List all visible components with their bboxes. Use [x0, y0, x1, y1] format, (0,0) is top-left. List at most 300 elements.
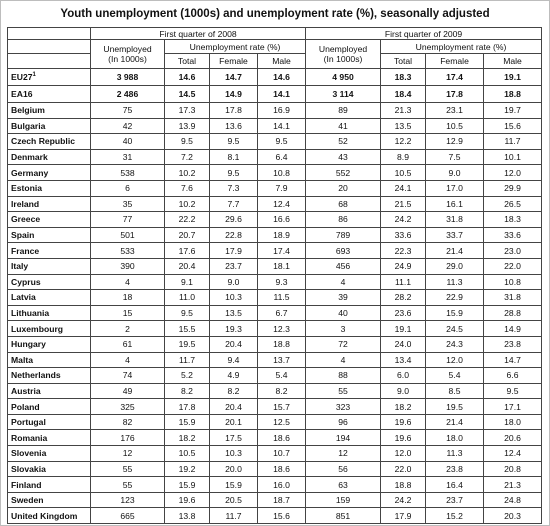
cell-t2008: 17.6: [165, 243, 210, 259]
cell-m2008: 8.2: [258, 383, 306, 399]
cell-f2009: 15.9: [426, 305, 484, 321]
row-label: [8, 227, 91, 243]
cell-f2008: 22.8: [210, 227, 258, 243]
cell-m2009: 29.9: [484, 180, 542, 196]
cell-u2009: 43: [306, 149, 381, 165]
row-label-text: Poland: [11, 401, 40, 412]
cell-m2009: 6.6: [484, 368, 542, 384]
cell-u2008: 77: [91, 212, 165, 228]
cell-m2009: 14.9: [484, 321, 542, 337]
cell-m2009: 19.1: [484, 69, 542, 86]
female-2008-header: Female: [210, 54, 258, 69]
row-label-text: France: [11, 245, 40, 256]
corner-cell: [8, 40, 91, 54]
cell-f2008: 9.5: [210, 134, 258, 150]
cell-u2009: 159: [306, 492, 381, 508]
row-label: [8, 492, 91, 508]
table-row: [8, 352, 542, 368]
table-body: [8, 69, 542, 524]
cell-t2008: 19.6: [165, 492, 210, 508]
table-row: [8, 336, 542, 352]
cell-f2008: 9.4: [210, 352, 258, 368]
cell-u2009: 3: [306, 321, 381, 337]
cell-t2009: 18.3: [381, 69, 426, 86]
cell-m2009: 24.8: [484, 492, 542, 508]
cell-m2009: 18.3: [484, 212, 542, 228]
row-label: [8, 477, 91, 493]
cell-m2008: 5.4: [258, 368, 306, 384]
cell-t2008: 11.7: [165, 352, 210, 368]
cell-f2009: 12.9: [426, 134, 484, 150]
cell-f2008: 20.0: [210, 461, 258, 477]
cell-t2008: 7.2: [165, 149, 210, 165]
cell-u2008: 31: [91, 149, 165, 165]
cell-u2008: 82: [91, 414, 165, 430]
row-label: [8, 321, 91, 337]
cell-m2009: 18.8: [484, 86, 542, 103]
cell-u2008: 55: [91, 461, 165, 477]
cell-u2009: 63: [306, 477, 381, 493]
cell-t2009: 24.2: [381, 212, 426, 228]
cell-t2009: 12.2: [381, 134, 426, 150]
cell-f2008: 13.6: [210, 118, 258, 134]
cell-f2008: 20.4: [210, 399, 258, 415]
cell-t2008: 15.9: [165, 414, 210, 430]
table-row: [8, 86, 542, 103]
cell-u2009: 40: [306, 305, 381, 321]
cell-t2008: 9.1: [165, 274, 210, 290]
cell-f2009: 12.0: [426, 352, 484, 368]
cell-u2008: 123: [91, 492, 165, 508]
table-row: [8, 430, 542, 446]
cell-f2008: 4.9: [210, 368, 258, 384]
row-label: [8, 69, 91, 86]
cell-f2008: 14.7: [210, 69, 258, 86]
cell-u2008: 4: [91, 274, 165, 290]
cell-f2008: 11.7: [210, 508, 258, 524]
cell-m2008: 12.5: [258, 414, 306, 430]
row-label-text: Cyprus: [11, 276, 41, 287]
table-row: [8, 383, 542, 399]
cell-f2009: 23.7: [426, 492, 484, 508]
cell-m2009: 18.0: [484, 414, 542, 430]
cell-f2008: 17.8: [210, 103, 258, 119]
row-label: [8, 196, 91, 212]
row-label-text: Finland: [11, 479, 42, 490]
cell-u2009: 86: [306, 212, 381, 228]
cell-f2009: 9.0: [426, 165, 484, 181]
cell-f2009: 11.3: [426, 274, 484, 290]
row-label: [8, 149, 91, 165]
cell-t2009: 21.3: [381, 103, 426, 119]
table-row: [8, 508, 542, 524]
table-row: [8, 399, 542, 415]
cell-t2009: 24.2: [381, 492, 426, 508]
row-label-text: Luxembourg: [11, 323, 64, 334]
footnote-marker: 1: [32, 72, 36, 79]
unemployed-2009-header: [306, 40, 381, 69]
row-label-text: EA16: [11, 89, 33, 99]
cell-m2008: 15.7: [258, 399, 306, 415]
cell-u2008: 35: [91, 196, 165, 212]
cell-t2009: 22.0: [381, 461, 426, 477]
table-row: [8, 274, 542, 290]
cell-t2008: 11.0: [165, 290, 210, 306]
cell-m2009: 19.7: [484, 103, 542, 119]
cell-m2009: 23.8: [484, 336, 542, 352]
cell-f2008: 20.5: [210, 492, 258, 508]
cell-t2008: 5.2: [165, 368, 210, 384]
row-label-text: Germany: [11, 167, 49, 178]
cell-u2008: 40: [91, 134, 165, 150]
row-label-text: Estonia: [11, 183, 43, 194]
cell-t2009: 19.1: [381, 321, 426, 337]
cell-t2008: 10.5: [165, 446, 210, 462]
cell-m2008: 18.1: [258, 258, 306, 274]
cell-u2009: 20: [306, 180, 381, 196]
cell-f2008: 13.5: [210, 305, 258, 321]
cell-m2009: 9.5: [484, 383, 542, 399]
cell-m2008: 11.5: [258, 290, 306, 306]
cell-f2008: 20.1: [210, 414, 258, 430]
row-label: [8, 165, 91, 181]
table-row: [8, 165, 542, 181]
cell-f2009: 16.4: [426, 477, 484, 493]
cell-m2008: 6.4: [258, 149, 306, 165]
cell-m2009: 12.4: [484, 446, 542, 462]
cell-t2009: 19.6: [381, 430, 426, 446]
cell-f2009: 21.4: [426, 243, 484, 259]
cell-u2009: 4 950: [306, 69, 381, 86]
cell-m2008: 18.6: [258, 430, 306, 446]
cell-u2009: 68: [306, 196, 381, 212]
row-label-text: Lithuania: [11, 308, 50, 319]
cell-m2008: 9.5: [258, 134, 306, 150]
row-label-text: Hungary: [11, 339, 46, 350]
row-label: [8, 305, 91, 321]
cell-t2009: 6.0: [381, 368, 426, 384]
cell-u2009: 789: [306, 227, 381, 243]
cell-u2008: 665: [91, 508, 165, 524]
row-label: [8, 180, 91, 196]
cell-f2009: 23.8: [426, 461, 484, 477]
cell-m2008: 12.4: [258, 196, 306, 212]
cell-t2008: 19.5: [165, 336, 210, 352]
cell-t2008: 18.2: [165, 430, 210, 446]
cell-m2008: 12.3: [258, 321, 306, 337]
row-label: [8, 383, 91, 399]
cell-m2009: 28.8: [484, 305, 542, 321]
cell-m2009: 11.7: [484, 134, 542, 150]
cell-t2009: 18.8: [381, 477, 426, 493]
cell-f2008: 7.7: [210, 196, 258, 212]
cell-t2009: 24.1: [381, 180, 426, 196]
cell-m2008: 17.4: [258, 243, 306, 259]
cell-u2009: 693: [306, 243, 381, 259]
cell-m2009: 20.6: [484, 430, 542, 446]
cell-u2008: 3 988: [91, 69, 165, 86]
cell-m2008: 15.6: [258, 508, 306, 524]
row-label-text: Slovakia: [11, 463, 46, 474]
cell-f2009: 11.3: [426, 446, 484, 462]
unemployed-label: Unemployed: [318, 44, 368, 54]
cell-f2009: 24.3: [426, 336, 484, 352]
cell-t2009: 18.2: [381, 399, 426, 415]
cell-t2009: 19.6: [381, 414, 426, 430]
cell-u2009: 56: [306, 461, 381, 477]
row-label-text: Ireland: [11, 198, 40, 209]
row-label-text: Sweden: [11, 495, 44, 506]
unemployed-label: Unemployed: [103, 44, 152, 54]
row-label: [8, 461, 91, 477]
cell-t2009: 28.2: [381, 290, 426, 306]
row-label: [8, 399, 91, 415]
row-label: [8, 86, 91, 103]
table-row: [8, 134, 542, 150]
cell-t2009: 23.6: [381, 305, 426, 321]
row-label: [8, 368, 91, 384]
cell-m2008: 16.0: [258, 477, 306, 493]
cell-u2008: 390: [91, 258, 165, 274]
cell-f2008: 23.7: [210, 258, 258, 274]
table-row: [8, 149, 542, 165]
cell-m2008: 14.1: [258, 118, 306, 134]
cell-t2008: 15.5: [165, 321, 210, 337]
cell-t2008: 17.8: [165, 399, 210, 415]
row-label: [8, 274, 91, 290]
cell-m2009: 10.8: [484, 274, 542, 290]
cell-f2009: 15.2: [426, 508, 484, 524]
cell-u2008: 74: [91, 368, 165, 384]
cell-t2008: 7.6: [165, 180, 210, 196]
cell-f2009: 17.0: [426, 180, 484, 196]
row-label: [8, 352, 91, 368]
cell-f2009: 21.4: [426, 414, 484, 430]
row-label-text: Austria: [11, 385, 41, 396]
cell-u2009: 55: [306, 383, 381, 399]
cell-f2009: 19.5: [426, 399, 484, 415]
total-2009-header: Total: [381, 54, 426, 69]
cell-m2009: 26.5: [484, 196, 542, 212]
cell-t2008: 13.8: [165, 508, 210, 524]
cell-f2009: 17.8: [426, 86, 484, 103]
cell-m2009: 21.3: [484, 477, 542, 493]
cell-u2009: 851: [306, 508, 381, 524]
cell-u2008: 501: [91, 227, 165, 243]
cell-u2009: 96: [306, 414, 381, 430]
cell-f2008: 17.9: [210, 243, 258, 259]
cell-u2008: 75: [91, 103, 165, 119]
cell-f2008: 9.0: [210, 274, 258, 290]
cell-u2008: 533: [91, 243, 165, 259]
row-label: [8, 336, 91, 352]
cell-u2008: 12: [91, 446, 165, 462]
cell-m2009: 33.6: [484, 227, 542, 243]
table-row: [8, 118, 542, 134]
row-label-text: Portugal: [11, 417, 46, 428]
cell-t2009: 9.0: [381, 383, 426, 399]
cell-m2008: 18.8: [258, 336, 306, 352]
cell-f2008: 29.6: [210, 212, 258, 228]
table-row: [8, 243, 542, 259]
table-row: [8, 461, 542, 477]
cell-t2008: 20.4: [165, 258, 210, 274]
cell-u2009: 52: [306, 134, 381, 150]
cell-m2009: 10.1: [484, 149, 542, 165]
period-2008-header: First quarter of 2008: [91, 28, 306, 40]
table-row: [8, 196, 542, 212]
row-label: [8, 118, 91, 134]
table-title: Youth unemployment (1000s) and unemployment rate (%), seasonally adjusted: [60, 8, 490, 20]
cell-u2009: 552: [306, 165, 381, 181]
row-label: [8, 290, 91, 306]
corner-cell: [8, 28, 91, 40]
cell-t2008: 22.2: [165, 212, 210, 228]
cell-m2009: 31.8: [484, 290, 542, 306]
cell-m2008: 16.6: [258, 212, 306, 228]
cell-f2009: 7.5: [426, 149, 484, 165]
cell-t2009: 11.1: [381, 274, 426, 290]
table-row: [8, 321, 542, 337]
row-label: [8, 103, 91, 119]
cell-t2008: 13.9: [165, 118, 210, 134]
cell-m2009: 22.0: [484, 258, 542, 274]
row-label: [8, 446, 91, 462]
cell-u2009: 323: [306, 399, 381, 415]
cell-u2008: 4: [91, 352, 165, 368]
row-label-text: EU27: [11, 72, 33, 82]
cell-t2009: 33.6: [381, 227, 426, 243]
row-label-text: Denmark: [11, 152, 48, 163]
cell-m2008: 18.6: [258, 461, 306, 477]
cell-f2008: 7.3: [210, 180, 258, 196]
cell-t2009: 13.4: [381, 352, 426, 368]
cell-t2009: 8.9: [381, 149, 426, 165]
row-label-text: Malta: [11, 354, 33, 365]
cell-m2008: 18.9: [258, 227, 306, 243]
cell-m2008: 10.7: [258, 446, 306, 462]
cell-u2008: 538: [91, 165, 165, 181]
cell-m2008: 16.9: [258, 103, 306, 119]
cell-f2009: 31.8: [426, 212, 484, 228]
cell-f2009: 10.5: [426, 118, 484, 134]
cell-m2008: 7.9: [258, 180, 306, 196]
cell-t2008: 19.2: [165, 461, 210, 477]
female-2009-header: Female: [426, 54, 484, 69]
unemployment-table: [7, 27, 542, 524]
cell-u2009: 4: [306, 352, 381, 368]
cell-f2008: 8.2: [210, 383, 258, 399]
cell-m2008: 18.7: [258, 492, 306, 508]
cell-u2008: 2: [91, 321, 165, 337]
row-label-text: Belgium: [11, 105, 45, 116]
row-label-text: United Kingdom: [11, 510, 78, 521]
cell-f2008: 10.3: [210, 446, 258, 462]
cell-m2008: 14.6: [258, 69, 306, 86]
table-row: [8, 290, 542, 306]
cell-m2009: 20.8: [484, 461, 542, 477]
male-2008-header: Male: [258, 54, 306, 69]
header-row-columns: [8, 54, 542, 69]
cell-f2008: 17.5: [210, 430, 258, 446]
row-label: [8, 258, 91, 274]
cell-f2009: 29.0: [426, 258, 484, 274]
table-row: [8, 69, 542, 86]
table-row: [8, 180, 542, 196]
unemployed-2008-header: [91, 40, 165, 69]
row-label-text: Bulgaria: [11, 120, 46, 131]
table-row: [8, 368, 542, 384]
table-row: [8, 492, 542, 508]
row-label: [8, 414, 91, 430]
cell-u2009: 88: [306, 368, 381, 384]
cell-f2008: 19.3: [210, 321, 258, 337]
cell-t2008: 8.2: [165, 383, 210, 399]
cell-u2008: 49: [91, 383, 165, 399]
cell-m2009: 15.6: [484, 118, 542, 134]
row-label: [8, 243, 91, 259]
cell-u2009: 4: [306, 274, 381, 290]
cell-t2008: 10.2: [165, 196, 210, 212]
cell-t2008: 14.6: [165, 69, 210, 86]
table-row: [8, 227, 542, 243]
cell-f2009: 16.1: [426, 196, 484, 212]
cell-m2009: 14.7: [484, 352, 542, 368]
cell-t2009: 24.0: [381, 336, 426, 352]
cell-f2008: 20.4: [210, 336, 258, 352]
cell-u2009: 89: [306, 103, 381, 119]
row-label-text: Romania: [11, 432, 48, 443]
cell-t2008: 9.5: [165, 305, 210, 321]
cell-f2008: 14.9: [210, 86, 258, 103]
cell-u2009: 41: [306, 118, 381, 134]
cell-u2009: 72: [306, 336, 381, 352]
cell-t2009: 22.3: [381, 243, 426, 259]
cell-f2009: 5.4: [426, 368, 484, 384]
cell-t2009: 17.9: [381, 508, 426, 524]
cell-m2009: 23.0: [484, 243, 542, 259]
cell-u2009: 39: [306, 290, 381, 306]
cell-u2009: 194: [306, 430, 381, 446]
cell-m2009: 12.0: [484, 165, 542, 181]
row-label-text: Netherlands: [11, 370, 61, 381]
row-label: [8, 212, 91, 228]
male-2009-header: Male: [484, 54, 542, 69]
cell-m2008: 13.7: [258, 352, 306, 368]
row-label-text: Italy: [11, 261, 29, 272]
cell-t2009: 21.5: [381, 196, 426, 212]
total-2008-header: Total: [165, 54, 210, 69]
row-label: [8, 508, 91, 524]
cell-f2008: 10.3: [210, 290, 258, 306]
cell-f2009: 33.7: [426, 227, 484, 243]
cell-m2008: 14.1: [258, 86, 306, 103]
cell-u2008: 2 486: [91, 86, 165, 103]
row-label-text: Spain: [11, 230, 35, 241]
table-row: [8, 305, 542, 321]
unemployed-unit: (In 1000s): [323, 54, 363, 64]
corner-cell: [8, 54, 91, 69]
cell-f2009: 24.5: [426, 321, 484, 337]
cell-u2008: 325: [91, 399, 165, 415]
cell-t2008: 20.7: [165, 227, 210, 243]
cell-t2008: 14.5: [165, 86, 210, 103]
cell-m2008: 10.8: [258, 165, 306, 181]
cell-t2008: 9.5: [165, 134, 210, 150]
cell-m2008: 9.3: [258, 274, 306, 290]
table-row: [8, 477, 542, 493]
table-row: [8, 414, 542, 430]
